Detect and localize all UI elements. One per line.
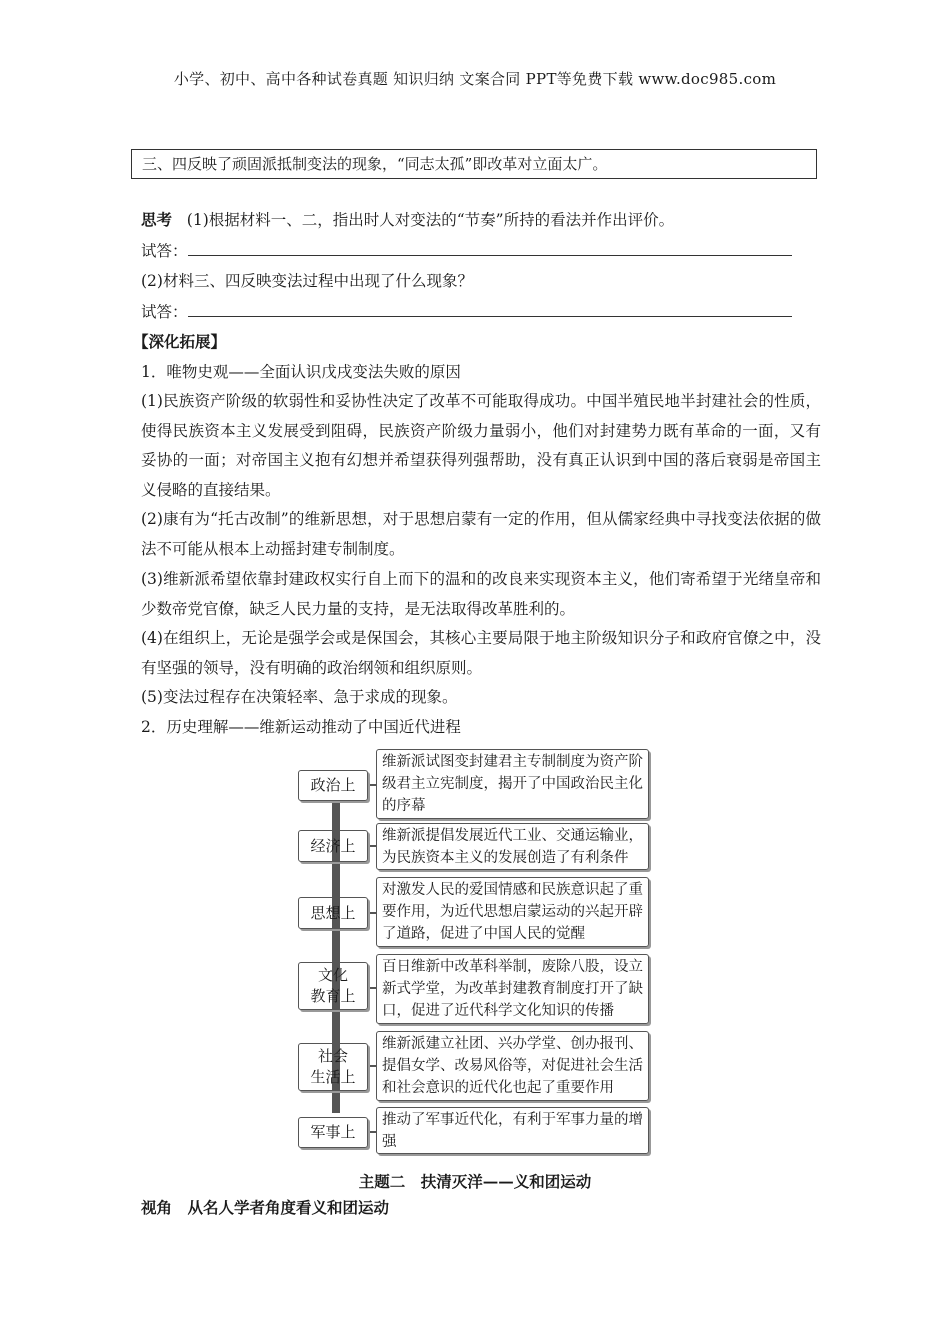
reason-4: (4)在组织上，无论是强学会或是保国会，其核心主要局限于地主阶级知识分子和政府官僚之中，没有坚强的领导，没有明确的政治纲领和组织原则。 <box>141 629 821 677</box>
text-economy: 维新派提倡发展近代工业、交通运输业，为民族资本主义的发展创造了有利条件 <box>376 823 649 870</box>
point-1-heading: 1．唯物史观——全面认识戊戌变法失败的原因 <box>141 363 461 381</box>
text-military: 推动了军事近代化，有利于军事力量的增强 <box>376 1107 649 1154</box>
material-box: 三、四反映了顽固派抵制变法的现象，“同志太孤”即改革对立面太广。 <box>131 149 817 179</box>
topic-2-title: 主题二 扶清灭洋——义和团运动 <box>358 1172 592 1191</box>
label-military: 军事上 <box>298 1117 368 1148</box>
label-economy: 经济上 <box>298 830 368 862</box>
reason-3: (3)维新派希望依靠封建政权实行自上而下的温和的改良来实现资本主义，他们寄希望于光绪皇帝和少数帝党官僚，缺乏人民力量的支持，是无法取得改革胜利的。 <box>141 570 821 618</box>
answer-label: 试答： <box>141 303 188 321</box>
question-1-text: (1)根据材料一、二，指出时人对变法的“节奏”所持的看法并作出评价。 <box>186 211 675 229</box>
text-culture-education: 百日维新中改革科举制，废除八股，设立新式学堂，为改革封建教育制度打开了缺口，促进了近代科学文化知识的传播 <box>376 954 649 1024</box>
text-thought: 对激发人民的爱国情感和民族意识起了重要作用，为近代思想启蒙运动的兴起开辟了道路，促进了中国人民的觉醒 <box>376 877 649 947</box>
label-thought: 思想上 <box>298 897 368 929</box>
page-header: 小学、初中、高中各种试卷真题 知识归纳 文案合同 PPT等免费下载 www.doc985.com <box>173 70 777 88</box>
reason-5: (5)变法过程存在决策轻率、急于求成的现象。 <box>141 688 458 706</box>
extension-heading: 【深化拓展】 <box>133 332 227 351</box>
text-politics: 维新派试图变封建君主专制制度为资产阶级君主立宪制度，揭开了中国政治民主化的序幕 <box>376 749 649 819</box>
reason-1: (1)民族资产阶级的软弱性和妥协性决定了改革不可能取得成功。中国半殖民地半封建社会的性质，使得民族资本主义发展受到阻碍，民族资产阶级力量弱小，他们对封建势力既有革命的一面，又有妥协的一面；对帝国主义抱有幻想并希望获得列强帮助，没有真正认识到中国的落后衰弱是帝国主义侵略的直接结果。 <box>141 392 821 499</box>
answer-label: 试答： <box>141 242 188 260</box>
reason-2: (2)康有为“托古改制”的维新思想，对于思想启蒙有一定的作用，但从儒家经典中寻找变法依据的做法不可能从根本上动摇封建专制制度。 <box>141 510 821 558</box>
text-social-life: 维新派建立社团、兴办学堂、创办报刊、提倡女学、改易风俗等，对促进社会生活和社会意识的近代化也起了重要作用 <box>376 1031 649 1101</box>
topic-2-angle: 视角 从名人学者角度看义和团运动 <box>141 1198 390 1217</box>
label-culture-education: 文化 教育上 <box>298 962 368 1010</box>
think-question-2: (2)材料三、四反映变法过程中出现了什么现象？ <box>141 272 473 290</box>
think-label: 思考 <box>141 210 173 229</box>
point-2-heading: 2．历史理解——维新运动推动了中国近代进程 <box>141 718 461 736</box>
label-social-life: 社会 生活上 <box>298 1043 368 1091</box>
label-politics: 政治上 <box>298 770 368 801</box>
